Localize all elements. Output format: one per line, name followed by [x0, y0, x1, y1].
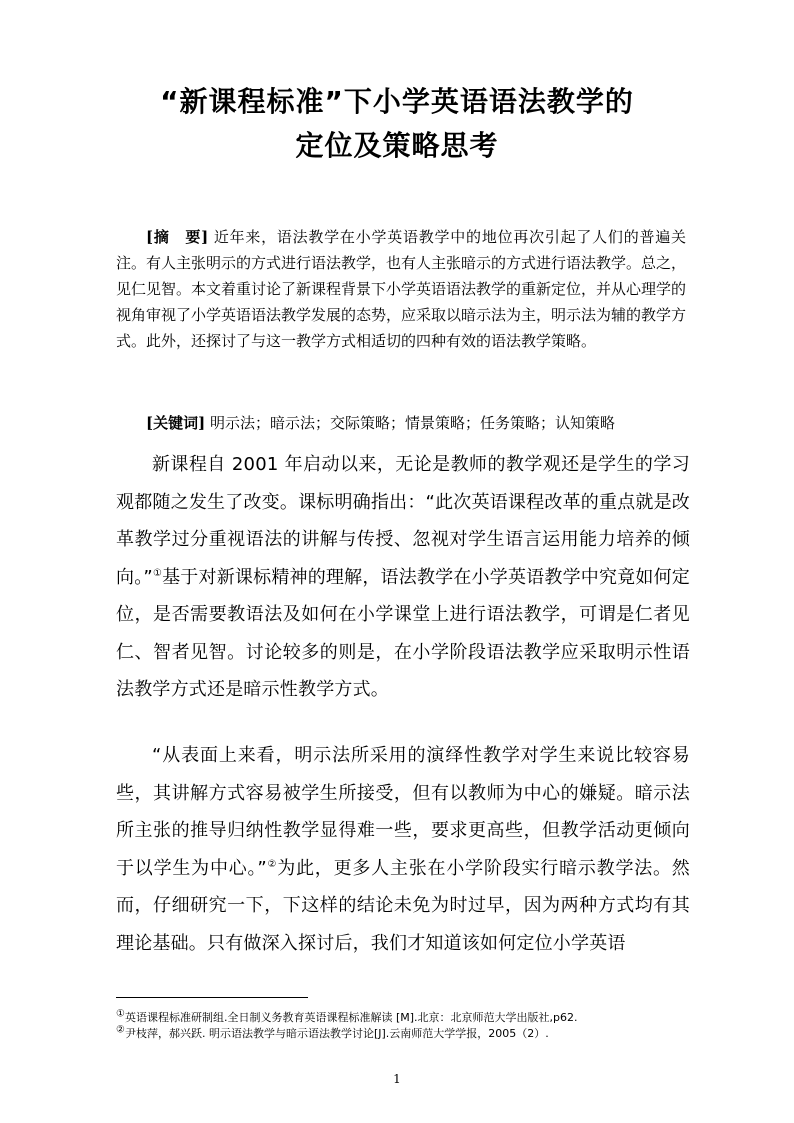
keywords-label: [关键词] — [146, 414, 206, 432]
footnote-1 — [116, 1008, 716, 1025]
footnote-1-text: 英语课程标准研制组.全日制义务教育英语课程标准解读 [M].北京：北京师范大学出版社,p62. — [124, 1011, 578, 1024]
footnote-2-mark: ② — [116, 1024, 125, 1036]
body-paragraph-2 — [116, 737, 690, 962]
footnote-2-text: 尹枝萍，郝兴跃. 明示语法教学与暗示语法教学讨论[J].云南师范大学学报，2005（2）. — [124, 1027, 549, 1040]
title-line-1: “新课程标准”下小学英语语法教学的 — [160, 85, 634, 118]
footnote-ref-1: ① — [152, 567, 163, 579]
p1-text-b: 基于对新课标精神的理解，语法教学在小学英语教学中究竟如何定位，是否需要教语法及如何在小学课堂上进行语法教学，可谓是仁者见仁、智者见智。讨论较多的则是，在小学阶段语法教学应采取明示性语法教学方式还是暗示性教学方式。 — [116, 566, 690, 700]
abstract — [116, 224, 686, 354]
keywords — [116, 410, 686, 436]
footnote-ref-2: ② — [266, 858, 278, 870]
footnote-1-mark: ① — [116, 1008, 125, 1020]
body-paragraph-1 — [116, 446, 690, 709]
p1-text-a: 新课程自 2001 年启动以来，无论是教师的教学观还是学生的学习观都随之发生了改变。课标明确指出：“此次英语课程改革的重点就是改革教学过分重视语法的讲解与传授、忽视对学生语言运用能力培养的倾向。” — [116, 454, 690, 588]
keywords-text: 明示法；暗示法；交际策略；情景策略；任务策略；认知策略 — [209, 414, 615, 432]
abstract-label: [摘 要] — [146, 228, 209, 246]
footnote-2 — [116, 1024, 716, 1041]
page-number: 1 — [393, 1072, 401, 1086]
p2-text-b: 为此，更多人主张在小学阶段实行暗示教学法。然而，仔细研究一下，下这样的结论未免为时过早，因为两种方式均有其理论基础。只有做深入探讨后，我们才知道该如何定位小学英语 — [116, 857, 691, 954]
title-line-2: 定位及策略思考 — [295, 129, 499, 162]
footnote-separator — [116, 997, 308, 998]
abstract-text: 近年来，语法教学在小学英语教学中的地位再次引起了人们的普遍关注。有人主张明示的方式进行语法教学，也有人主张暗示的方式进行语法教学。总之，见仁见智。本文着重讨论了新课程背景下小学英语语法教学的重新定位，并从心理学的视角审视了小学英语语法教学发展的态势，应采取以暗示法为主，明示法为辅的教学方式。此外，还探讨了与这一教学方式相适切的四种有效的语法教学策略。 — [116, 228, 687, 350]
p2-text-a: “从表面上来看，明示法所采用的演绎性教学对学生来说比较容易些，其讲解方式容易被学生所接受，但有以教师为中心的嫌疑。暗示法所主张的推导归纳性教学显得难一些，要求更高些，但教学活动更倾向于以学生为中心。” — [116, 745, 690, 879]
